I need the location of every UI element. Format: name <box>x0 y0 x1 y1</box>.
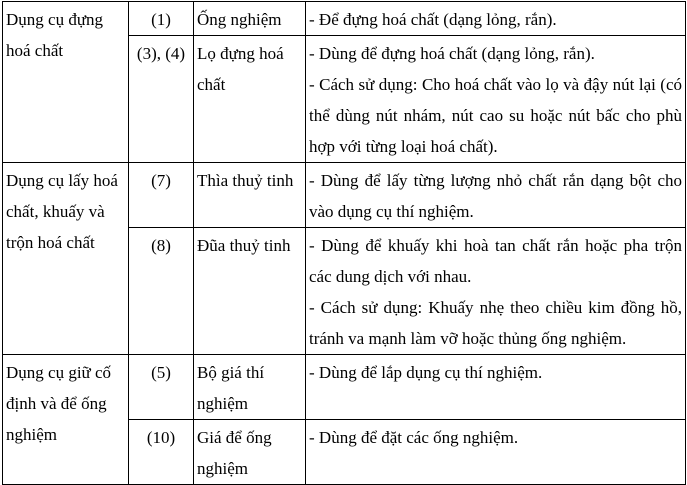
item-description <box>306 163 686 228</box>
description-line: - Dùng để lấy từng lượng nhỏ chất rắn dạng bột cho vào dụng cụ thí nghiệm. <box>309 171 682 221</box>
description-line: - Dùng để lắp dụng cụ thí nghiệm. <box>309 363 543 382</box>
item-number: (7) <box>129 163 194 228</box>
description-line: - Dùng để khuấy khi hoà tan chất rắn hoặc pha trộn các dung dịch với nhau. <box>309 236 682 286</box>
item-description <box>306 36 686 163</box>
description-line: - Cách sử dụng: Khuấy nhẹ theo chiều kim đồng hồ, tránh va mạnh làm vỡ hoặc thủng ống nghiệm. <box>309 298 682 348</box>
item-description <box>306 228 686 355</box>
item-name: Ống nghiệm <box>194 2 306 36</box>
item-name: Lọ đựng hoá chất <box>194 36 306 163</box>
item-number: (1) <box>129 2 194 36</box>
description-line: - Cách sử dụng: Cho hoá chất vào lọ và đậy nút lại (có thể dùng nút nhám, nút cao su hoặc nút bấc cho phù hợp với từng loại hoá chất). <box>309 75 682 156</box>
item-number: (10) <box>129 420 194 485</box>
category-cell: Dụng cụ giữ cố định và để ống nghiệm <box>3 355 129 485</box>
item-name: Bộ giá thí nghiệm <box>194 355 306 420</box>
description-line: - Dùng để đựng hoá chất (dạng lỏng, rắn). <box>309 44 595 63</box>
description-line: - Dùng để đặt các ống nghiệm. <box>309 428 519 447</box>
item-description <box>306 355 686 420</box>
table-row <box>3 2 686 36</box>
table-row <box>3 355 686 420</box>
item-number: (8) <box>129 228 194 355</box>
item-name: Thìa thuỷ tinh <box>194 163 306 228</box>
description-line: - Để đựng hoá chất (dạng lỏng, rắn). <box>309 10 557 29</box>
equipment-table <box>2 1 686 485</box>
item-name: Đũa thuỷ tinh <box>194 228 306 355</box>
category-cell: Dụng cụ đựng hoá chất <box>3 2 129 163</box>
category-cell: Dụng cụ lấy hoá chất, khuấy và trộn hoá chất <box>3 163 129 355</box>
table-row <box>3 163 686 228</box>
item-name: Giá để ống nghiệm <box>194 420 306 485</box>
item-description <box>306 420 686 485</box>
item-number: (5) <box>129 355 194 420</box>
item-description <box>306 2 686 36</box>
item-number: (3), (4) <box>129 36 194 163</box>
